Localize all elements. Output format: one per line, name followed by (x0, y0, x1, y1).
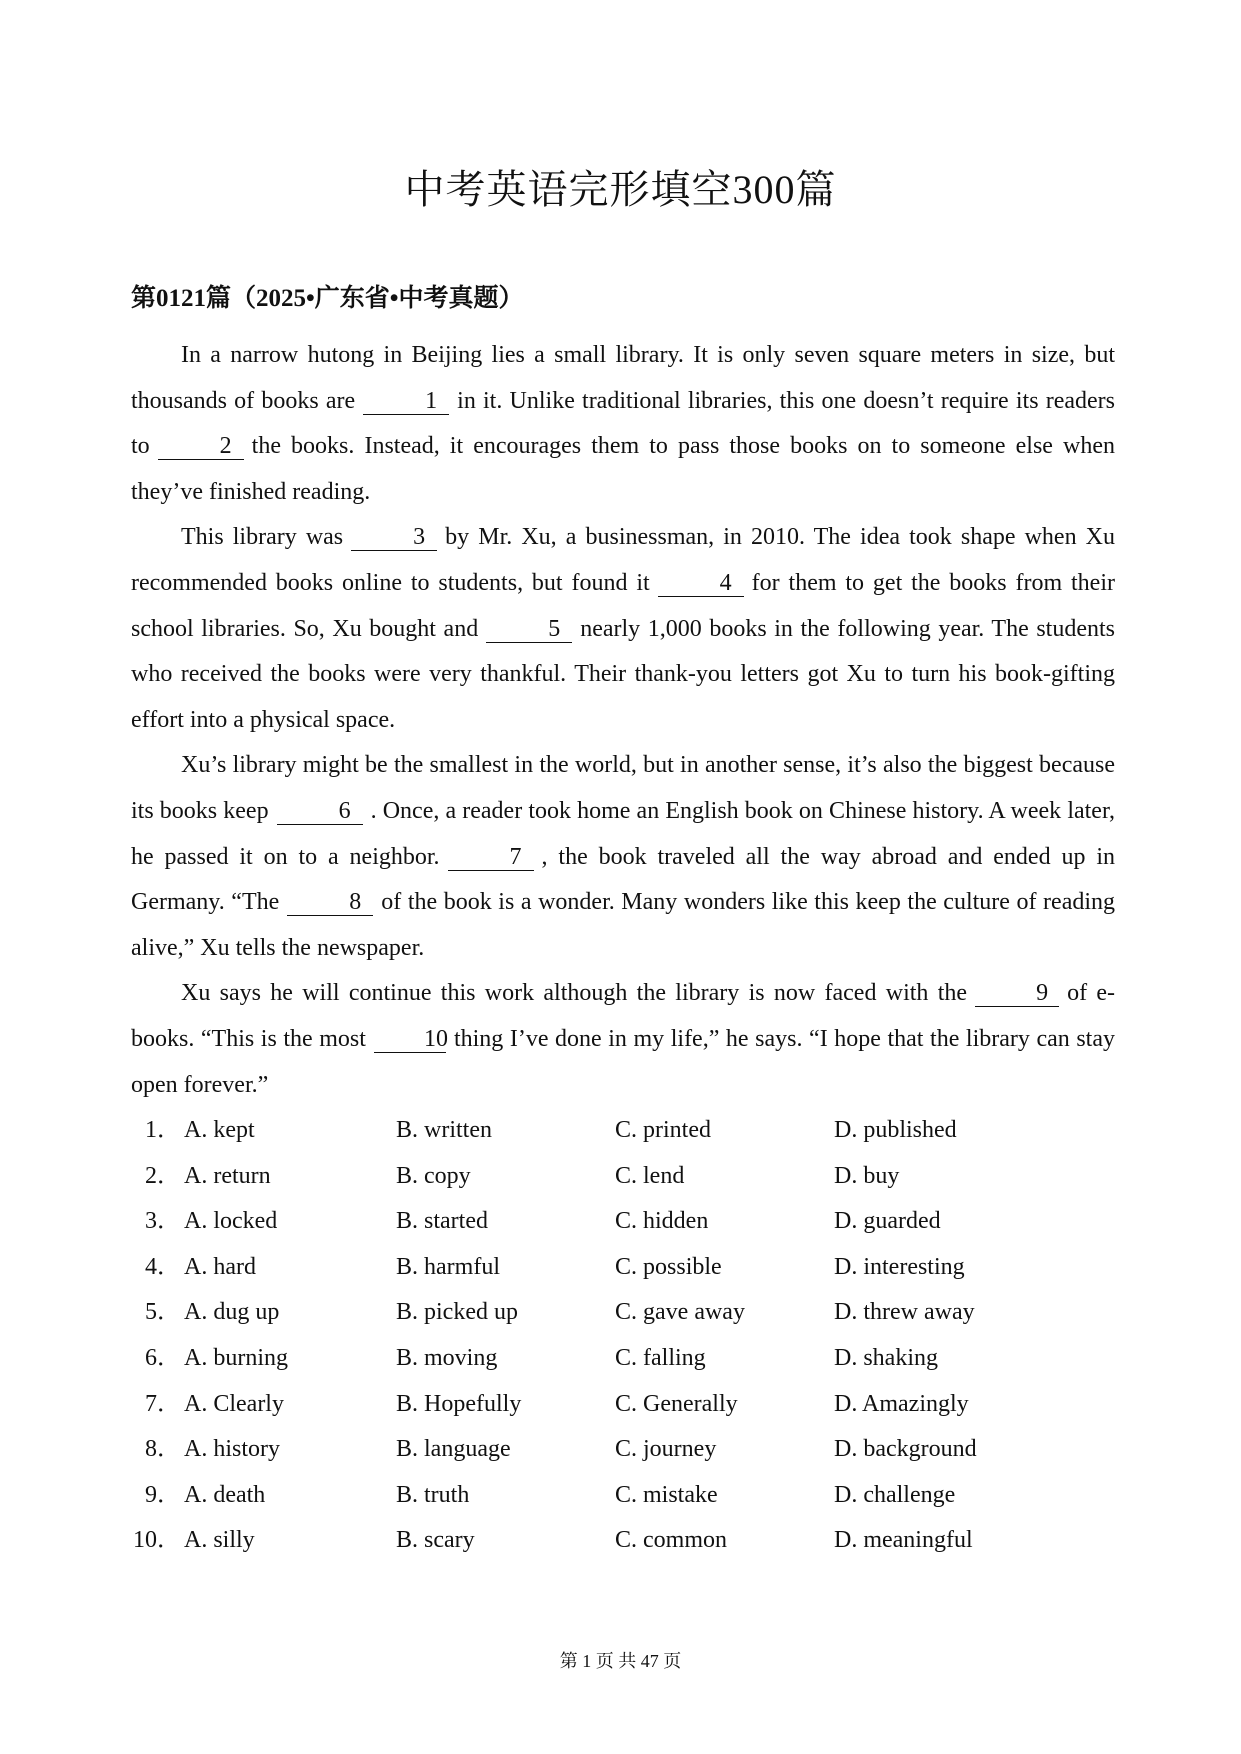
blank-5: 5 (486, 616, 572, 643)
option-c: C. lend (615, 1162, 685, 1189)
option-d: D. threw away (834, 1299, 975, 1326)
option-d: D. guarded (834, 1208, 941, 1235)
question-number: 3． (145, 1208, 181, 1235)
option-b: B. scary (396, 1527, 475, 1554)
passage-text: thing I’ve done in my life,” he says. “I hope that the library can stay open forever.” (131, 1025, 1115, 1098)
option-row (131, 1290, 1115, 1336)
question-number: 5． (145, 1299, 181, 1326)
passage-text: , the book traveled all the way abroad and ended up in Germany. “The (131, 843, 1116, 916)
cloze-passage (131, 333, 1115, 1108)
option-b: B. harmful (396, 1253, 500, 1280)
option-b: B. started (396, 1208, 488, 1235)
blank-2: 2 (158, 433, 244, 460)
blank-1: 1 (363, 388, 449, 415)
passage-text: the books. Instead, it encourages them to pass those books on to someone else when they’ve finished reading. (131, 433, 1115, 505)
document-title: 中考英语完形填空300篇 (404, 167, 837, 212)
option-d: D. shaking (834, 1344, 938, 1371)
option-row (131, 1245, 1115, 1291)
question-number: 1． (145, 1117, 181, 1143)
question-number: 9． (145, 1481, 181, 1508)
option-b: B. moving (396, 1344, 498, 1371)
passage-text: . Once, a reader took home an English book on Chinese history. A week later, he passed it on to a neighbor. (131, 797, 1115, 870)
passage-text: Xu’s library might be the smallest in the world, but in another sense, it’s also the biggest because its books keep (131, 752, 1115, 824)
paragraph-1 (131, 333, 1115, 515)
paragraph-3 (131, 743, 1115, 971)
blank-3: 3 (351, 524, 437, 551)
option-row (131, 1473, 1115, 1519)
option-d: D. Amazingly (834, 1390, 969, 1417)
option-d: D. challenge (834, 1481, 956, 1508)
passage-text: This library was (181, 524, 344, 551)
question-number: 2． (145, 1162, 181, 1189)
option-a: A. Clearly (184, 1390, 284, 1417)
option-b: B. truth (396, 1481, 470, 1508)
question-number: 10． (133, 1527, 181, 1554)
passage-text: of e-books. “This is the most (131, 980, 1115, 1052)
option-a: A. silly (184, 1527, 255, 1554)
passage-text: nearly 1,000 books in the following year. The students who received the books were very thankful. Their thank-you letters got Xu to turn his book-gifting effort into a physical space. (131, 615, 1115, 733)
option-a: A. hard (184, 1253, 256, 1280)
option-c: C. falling (615, 1344, 706, 1371)
option-row (131, 1382, 1115, 1428)
option-c: C. printed (615, 1117, 711, 1143)
answer-options (131, 1108, 1115, 1564)
paragraph-2 (131, 515, 1115, 743)
option-b: B. written (396, 1117, 492, 1143)
blank-10: 10 (374, 1026, 446, 1053)
option-d: D. published (834, 1117, 957, 1143)
option-row (131, 1336, 1115, 1382)
paragraph-4 (131, 971, 1115, 1108)
question-number: 7． (145, 1390, 181, 1417)
passage-text: in it. Unlike traditional libraries, this one doesn’t require its readers to (131, 387, 1115, 460)
option-d: D. meaningful (834, 1527, 973, 1554)
option-d: D. background (834, 1436, 977, 1463)
blank-7: 7 (448, 844, 534, 871)
option-c: C. hidden (615, 1208, 709, 1235)
option-c: C. gave away (615, 1299, 745, 1326)
option-row (131, 1199, 1115, 1245)
passage-text: of the book is a wonder. Many wonders like this keep the culture of reading alive,” Xu tells the newspaper. (131, 889, 1116, 961)
option-a: A. return (184, 1162, 271, 1189)
option-row (131, 1154, 1115, 1200)
option-d: D. buy (834, 1162, 900, 1189)
blank-8: 8 (287, 889, 373, 916)
option-c: C. Generally (615, 1390, 738, 1417)
option-c: C. possible (615, 1253, 722, 1280)
option-c: C. mistake (615, 1481, 718, 1508)
option-b: B. Hopefully (396, 1390, 522, 1417)
option-row (131, 1518, 1115, 1564)
option-row (131, 1427, 1115, 1473)
option-a: A. kept (184, 1117, 255, 1143)
option-c: C. common (615, 1527, 727, 1554)
blank-6: 6 (277, 798, 363, 825)
option-a: A. death (184, 1481, 266, 1508)
page-footer: 第 1 页 共 47 页 (559, 1651, 682, 1671)
passage-text: Xu says he will continue this work although the library is now faced with the (181, 980, 968, 1007)
option-a: A. history (184, 1436, 280, 1463)
option-a: A. dug up (184, 1299, 280, 1326)
option-a: A. burning (184, 1344, 288, 1371)
question-number: 4． (145, 1253, 181, 1280)
option-row (131, 1108, 1115, 1154)
option-d: D. interesting (834, 1253, 965, 1280)
option-c: C. journey (615, 1436, 717, 1463)
question-number: 8． (145, 1436, 181, 1463)
passage-text: In a narrow hutong in Beijing lies a small library. It is only seven square meters in size, but thousands of books are (131, 342, 1115, 414)
section-heading: 第0121篇（2025•广东省•中考真题） (131, 285, 524, 312)
option-b: B. picked up (396, 1299, 518, 1326)
option-a: A. locked (184, 1208, 278, 1235)
passage-text: for them to get the books from their school libraries. So, Xu bought and (131, 569, 1115, 642)
option-b: B. copy (396, 1162, 471, 1189)
blank-4: 4 (658, 570, 744, 597)
passage-text: by Mr. Xu, a businessman, in 2010. The idea took shape when Xu recommended books online to students, but found it (131, 524, 1115, 596)
blank-9: 9 (975, 980, 1059, 1007)
option-b: B. language (396, 1436, 511, 1463)
question-number: 6． (145, 1344, 181, 1371)
